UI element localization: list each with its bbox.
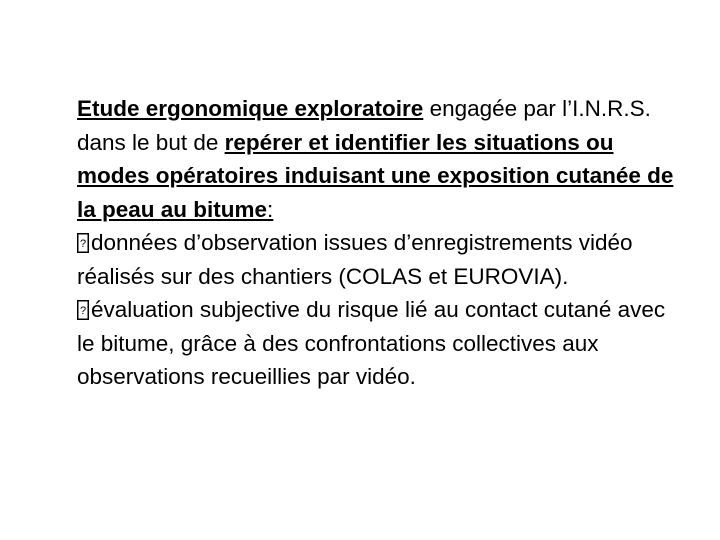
- replacement-char-icon: [77, 300, 89, 320]
- intro-text: engagée par l’I.N.R.S. dans le but de: [77, 96, 651, 155]
- study-title: Etude ergonomique exploratoire: [77, 96, 424, 121]
- bullet-item-risk-evaluation: [77, 293, 677, 394]
- bullet-item-observation-data: [77, 226, 677, 293]
- body-text: [77, 92, 677, 394]
- bullet-text: données d’observation issues d’enregistrements vidéo réalisés sur des chantiers (COLAS et EUROVIA).: [77, 230, 633, 289]
- bullet-text: évaluation subjective du risque lié au contact cutané avec le bitume, grâce à des confrontations collectives aux observations recueillies par vidéo.: [77, 297, 666, 389]
- replacement-char-icon: [77, 233, 89, 253]
- svg-text:?: ?: [79, 305, 87, 317]
- svg-text:?: ?: [79, 238, 87, 250]
- study-objective: repérer et identifier les situations ou modes opératoires induisant une exposition cutanée de la peau au bitume: [77, 129, 674, 222]
- intro-colon: :: [267, 196, 274, 222]
- intro-paragraph: [77, 92, 677, 226]
